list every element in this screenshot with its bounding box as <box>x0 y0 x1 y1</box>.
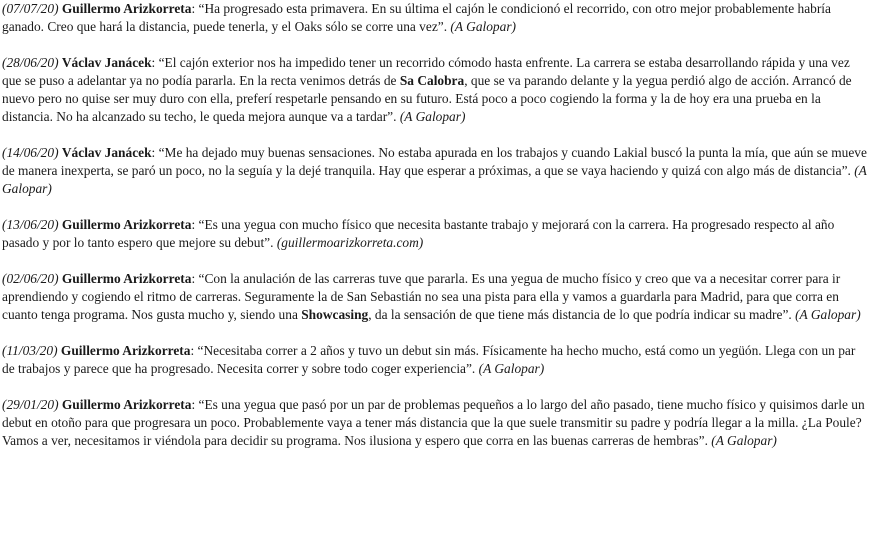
quote-date: (02/06/20) <box>2 271 59 286</box>
quote-date: (28/06/20) <box>2 55 59 70</box>
quote-text: : “Es una yegua con mucho físico que necesita bastante trabajo y mejorará con la carrera. Ha progresado respecto al año pasado y por lo tanto espero que mejore su debut”. <box>2 217 835 250</box>
quote-entry <box>2 54 870 126</box>
quote-source: (A Galopar) <box>399 109 466 124</box>
quote-source: (A Galopar) <box>711 433 777 448</box>
quote-text: : “Ha progresado esta primavera. En su última el cajón le condicionó el recorrido, con otro mejor probablemente habría ganado. Creo que hará la distancia, puede tenerla, y el Oaks sólo se corre una vez”. <box>2 1 831 34</box>
quote-source: (A Galopar) <box>478 361 545 376</box>
quote-text: , da la sensación de que tiene más distancia de lo que podría indicar su madre”. <box>368 307 796 322</box>
quote-date: (11/03/20) <box>2 343 58 358</box>
quote-entry <box>2 342 870 378</box>
quote-text: : “Es una yegua que pasó por un par de problemas pequeños a lo largo del año pasado, tiene mucho físico y quisimos darle un debut en otoño para que progresara un poco. Probablemente vaya a tener más distancia que la que suele transmitir su padre y podría llegar a la milla. ¿La Poule? Vamos a ver, necesitamos ir viéndola para decidir su programa. Nos ilusiona y espero que corra en las buenas carreras de hembras”. <box>2 397 865 448</box>
quote-text: : “Necesitaba correr a 2 años y tuvo un debut sin más. Físicamente ha hecho mucho, está como un yegüón. Llega con un par de trabajos y parece que ha progresado. Necesita correr y sobre todo coger experiencia”. <box>2 343 856 376</box>
quote-date: (29/01/20) <box>2 397 59 412</box>
quote-author: Václav Janácek <box>61 145 152 160</box>
quote-author: Guillermo Arizkorreta <box>61 217 192 232</box>
quotes-document <box>2 0 870 468</box>
quote-author: Václav Janácek <box>61 55 152 70</box>
quote-text: : “El cajón exterior nos ha impedido tener un recorrido cómodo hasta enfrente. La carrera se estaba desarrollando rápida y una vez que se puso a adelantar ya no podía pararla. En la recta venimos detrás de <box>2 55 850 88</box>
horse-name: Sa Calobra <box>399 73 465 88</box>
quote-entry <box>2 270 870 324</box>
quote-date: (07/07/20) <box>2 1 59 16</box>
quote-entry <box>2 396 870 450</box>
quote-source: (A Galopar) <box>2 163 867 196</box>
horse-name: Showcasing <box>301 307 369 322</box>
quote-author: Guillermo Arizkorreta <box>60 343 191 358</box>
quote-entry <box>2 216 870 252</box>
quote-source: (A Galopar) <box>450 19 516 34</box>
quote-source: (guillermoarizkorreta.com) <box>276 235 424 250</box>
quote-date: (14/06/20) <box>2 145 59 160</box>
quote-text: : “Con la anulación de las carreras tuve que pararla. Es una yegua de mucho físico y creo que va a necesitar correr para ir aprendiendo y cogiendo el ritmo de carreras. Seguramente la de San Sebastián no sea una pista para ella y vamos a guardarla para Madrid, para que corra en cuanto tenga programa. Nos gusta mucho y, siendo una <box>2 271 841 322</box>
quote-entry <box>2 0 870 36</box>
quote-date: (13/06/20) <box>2 217 59 232</box>
quote-author: Guillermo Arizkorreta <box>61 1 192 16</box>
quote-text: : “Me ha dejado muy buenas sensaciones. No estaba apurada en los trabajos y cuando Lakial buscó la punta la mía, que aún se mueve de manera inexperta, se paró un poco, no la seguía y la dejé tranquila. Hay que esperar a próximas, a que se vaya haciendo y quizá con algo más de distancia”. <box>2 145 867 178</box>
quote-source: (A Galopar) <box>795 307 861 322</box>
quote-text: , que se va parando delante y la yegua perdió algo de acción. Arrancó de nuevo pero no quise ser muy duro con ella, preferí respetarle pensando en su futuro. Está poco a poco cogiendo la forma y la de hoy era una prueba en la distancia. No ha alcanzado su techo, le queda mejora aunque va a tardar”. <box>2 73 852 124</box>
quote-entry <box>2 144 870 198</box>
quote-author: Guillermo Arizkorreta <box>61 271 192 286</box>
quote-author: Guillermo Arizkorreta <box>61 397 192 412</box>
